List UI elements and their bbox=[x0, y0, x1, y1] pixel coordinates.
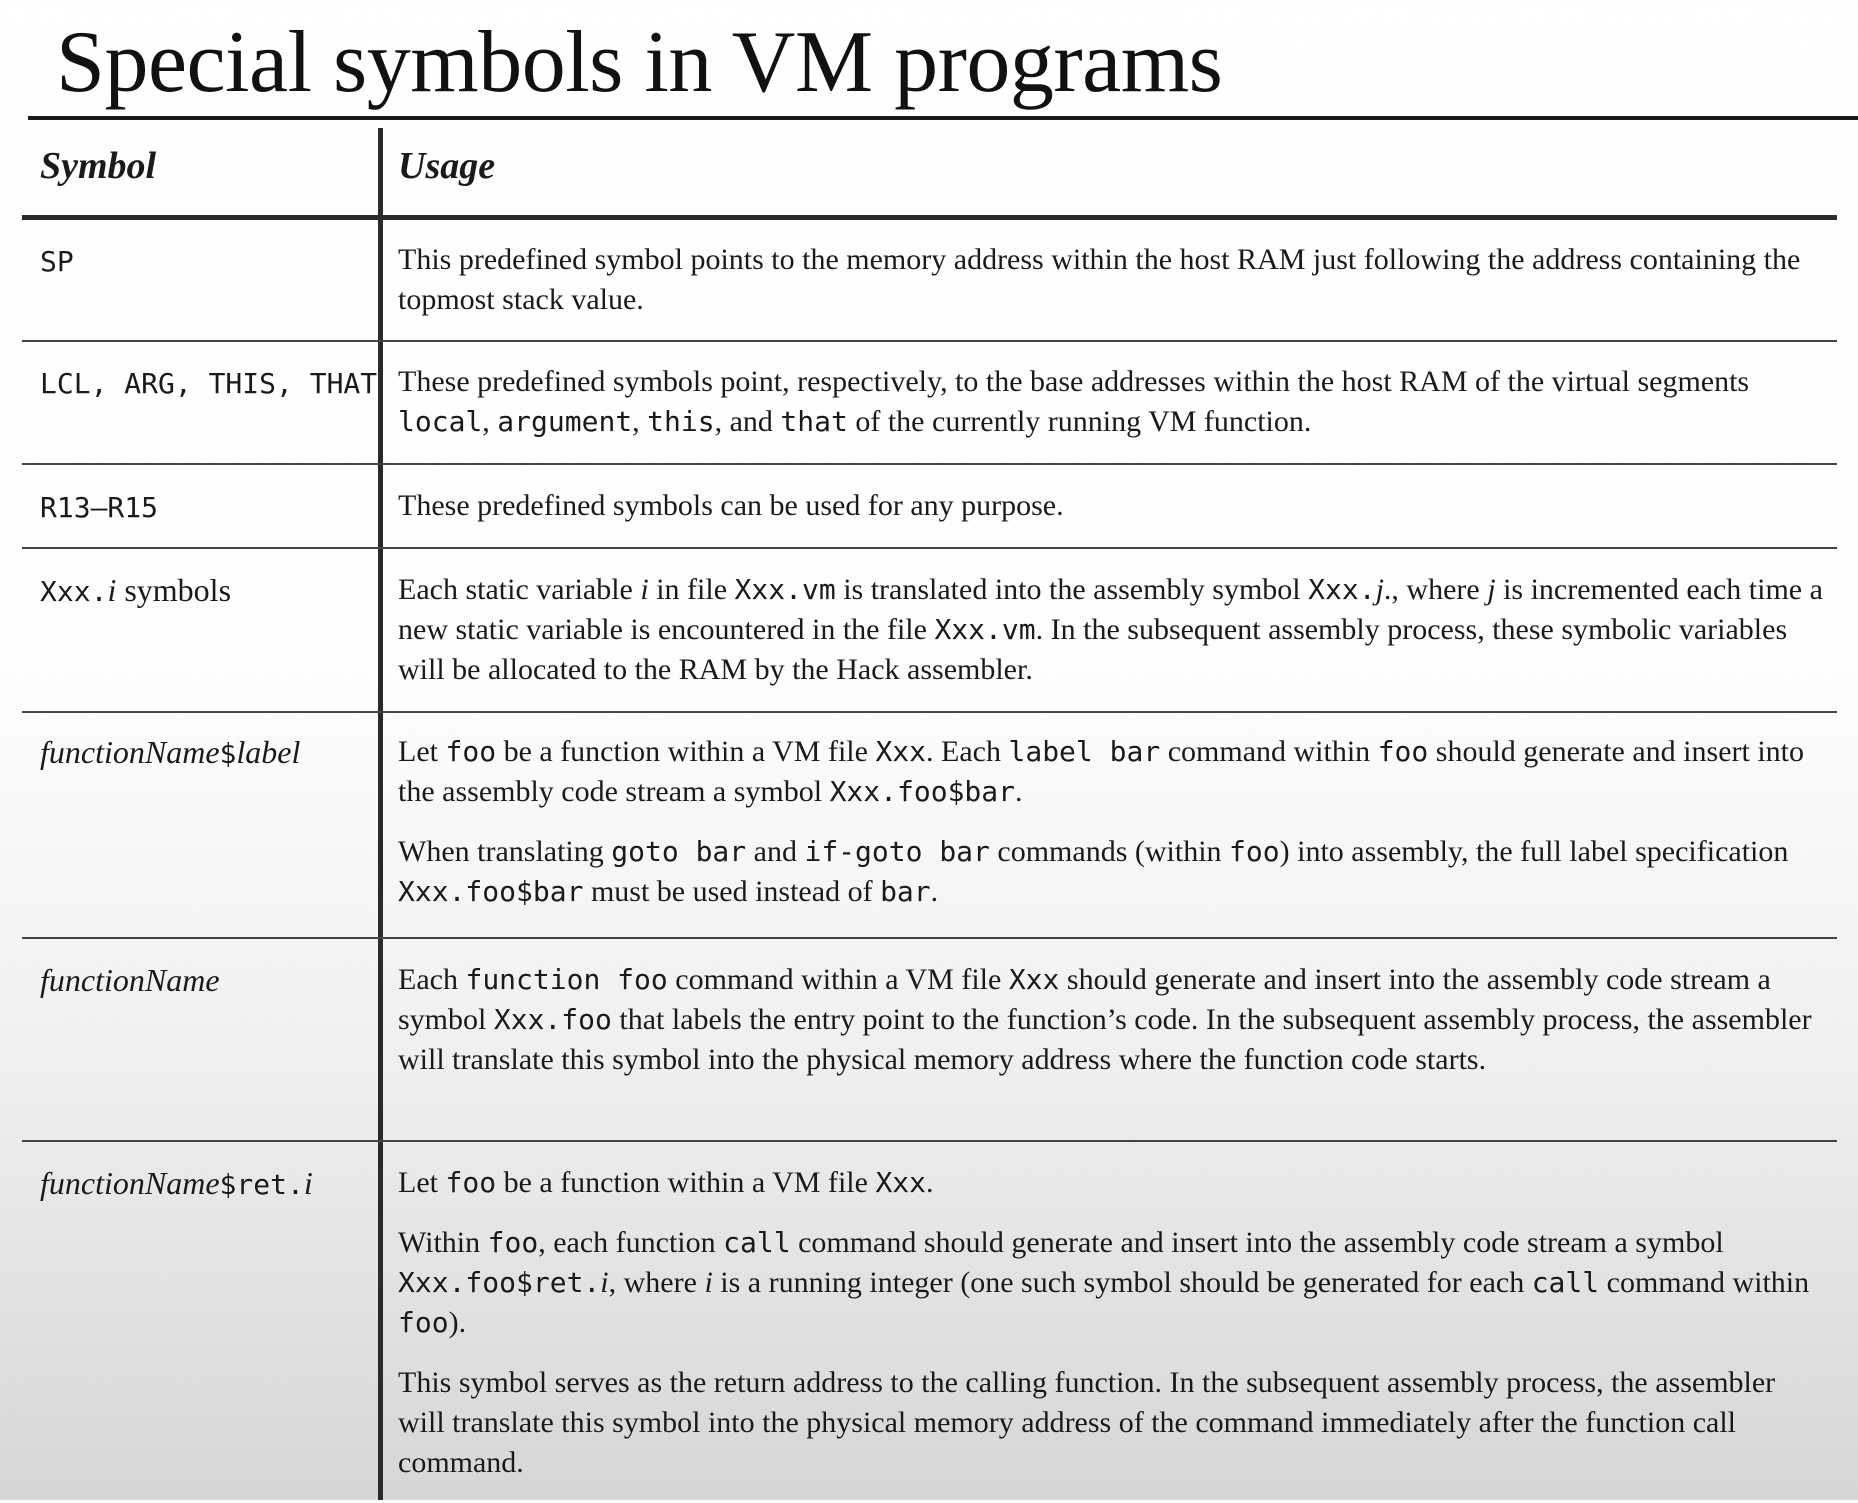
row-divider bbox=[22, 1140, 1837, 1142]
header-divider bbox=[22, 215, 1837, 220]
row-divider bbox=[22, 340, 1837, 342]
usage-function-ret: Let foo be a function within a VM file Xxx. Within foo, each function call command should generate and insert into the assembly code stream a symbol Xxx.foo$ret.i, where i is a running integer (one such symbol should be generated for each call command within foo). This symbol serves as the return address to the calling function. In the subsequent assembly process, the assembler will translate this symbol into the physical memory address of the command immediately after the function call command. bbox=[398, 1166, 1810, 1479]
usage-lcl: These predefined symbols point, respectively, to the base addresses within the host RAM of the virtual segments local, argument, this, and that of the currently running VM function. bbox=[398, 365, 1750, 438]
row-divider bbox=[22, 547, 1837, 549]
row-divider bbox=[22, 937, 1837, 939]
symbol-lcl-arg-this-that: LCL, ARG, THIS, THAT bbox=[40, 367, 378, 400]
row-divider bbox=[22, 463, 1837, 465]
symbol-r13-r15: R13–R15 bbox=[40, 491, 159, 524]
row-divider bbox=[22, 711, 1837, 713]
column-header-symbol: Symbol bbox=[40, 145, 157, 187]
title-divider bbox=[28, 116, 1858, 120]
usage-function-label: Let foo be a function within a VM file Xxx. Each label bar command within foo should generate and insert into the assembly code stream a symbol Xxx.foo$bar. When translating goto bar and if-goto bar commands (within foo) into assembly, the full label specification Xxx.foo$bar must be used instead of bar. bbox=[398, 735, 1804, 908]
symbol-function-label: functionName$label bbox=[40, 734, 301, 770]
usage-r13: These predefined symbols can be used for any purpose. bbox=[398, 489, 1064, 522]
usage-xxx: Each static variable i in file Xxx.vm is translated into the assembly symbol Xxx.j., where j is incremented each time a new static variable is encountered in the file Xxx.vm. In the subsequent assembly process, these symbolic variables will be allocated to the RAM by the Hack assembler. bbox=[398, 573, 1823, 686]
symbol-function-ret: functionName$ret.i bbox=[40, 1165, 313, 1201]
column-divider bbox=[378, 128, 383, 1500]
column-header-usage: Usage bbox=[398, 145, 496, 187]
symbol-xxx-i: Xxx.i symbols bbox=[40, 572, 232, 608]
usage-function-name: Each function foo command within a VM file Xxx should generate and insert into the assembly code stream a symbol Xxx.foo that labels the entry point to the function’s code. In the subsequent assembly process, the assembler will translate this symbol into the physical memory address where the function code starts. bbox=[398, 963, 1812, 1076]
usage-sp: This predefined symbol points to the memory address within the host RAM just following the address containing the topmost stack value. bbox=[398, 243, 1801, 316]
symbol-function-name: functionName bbox=[40, 962, 220, 998]
page-title: Special symbols in VM programs bbox=[56, 14, 1223, 111]
symbol-sp: SP bbox=[40, 245, 74, 278]
